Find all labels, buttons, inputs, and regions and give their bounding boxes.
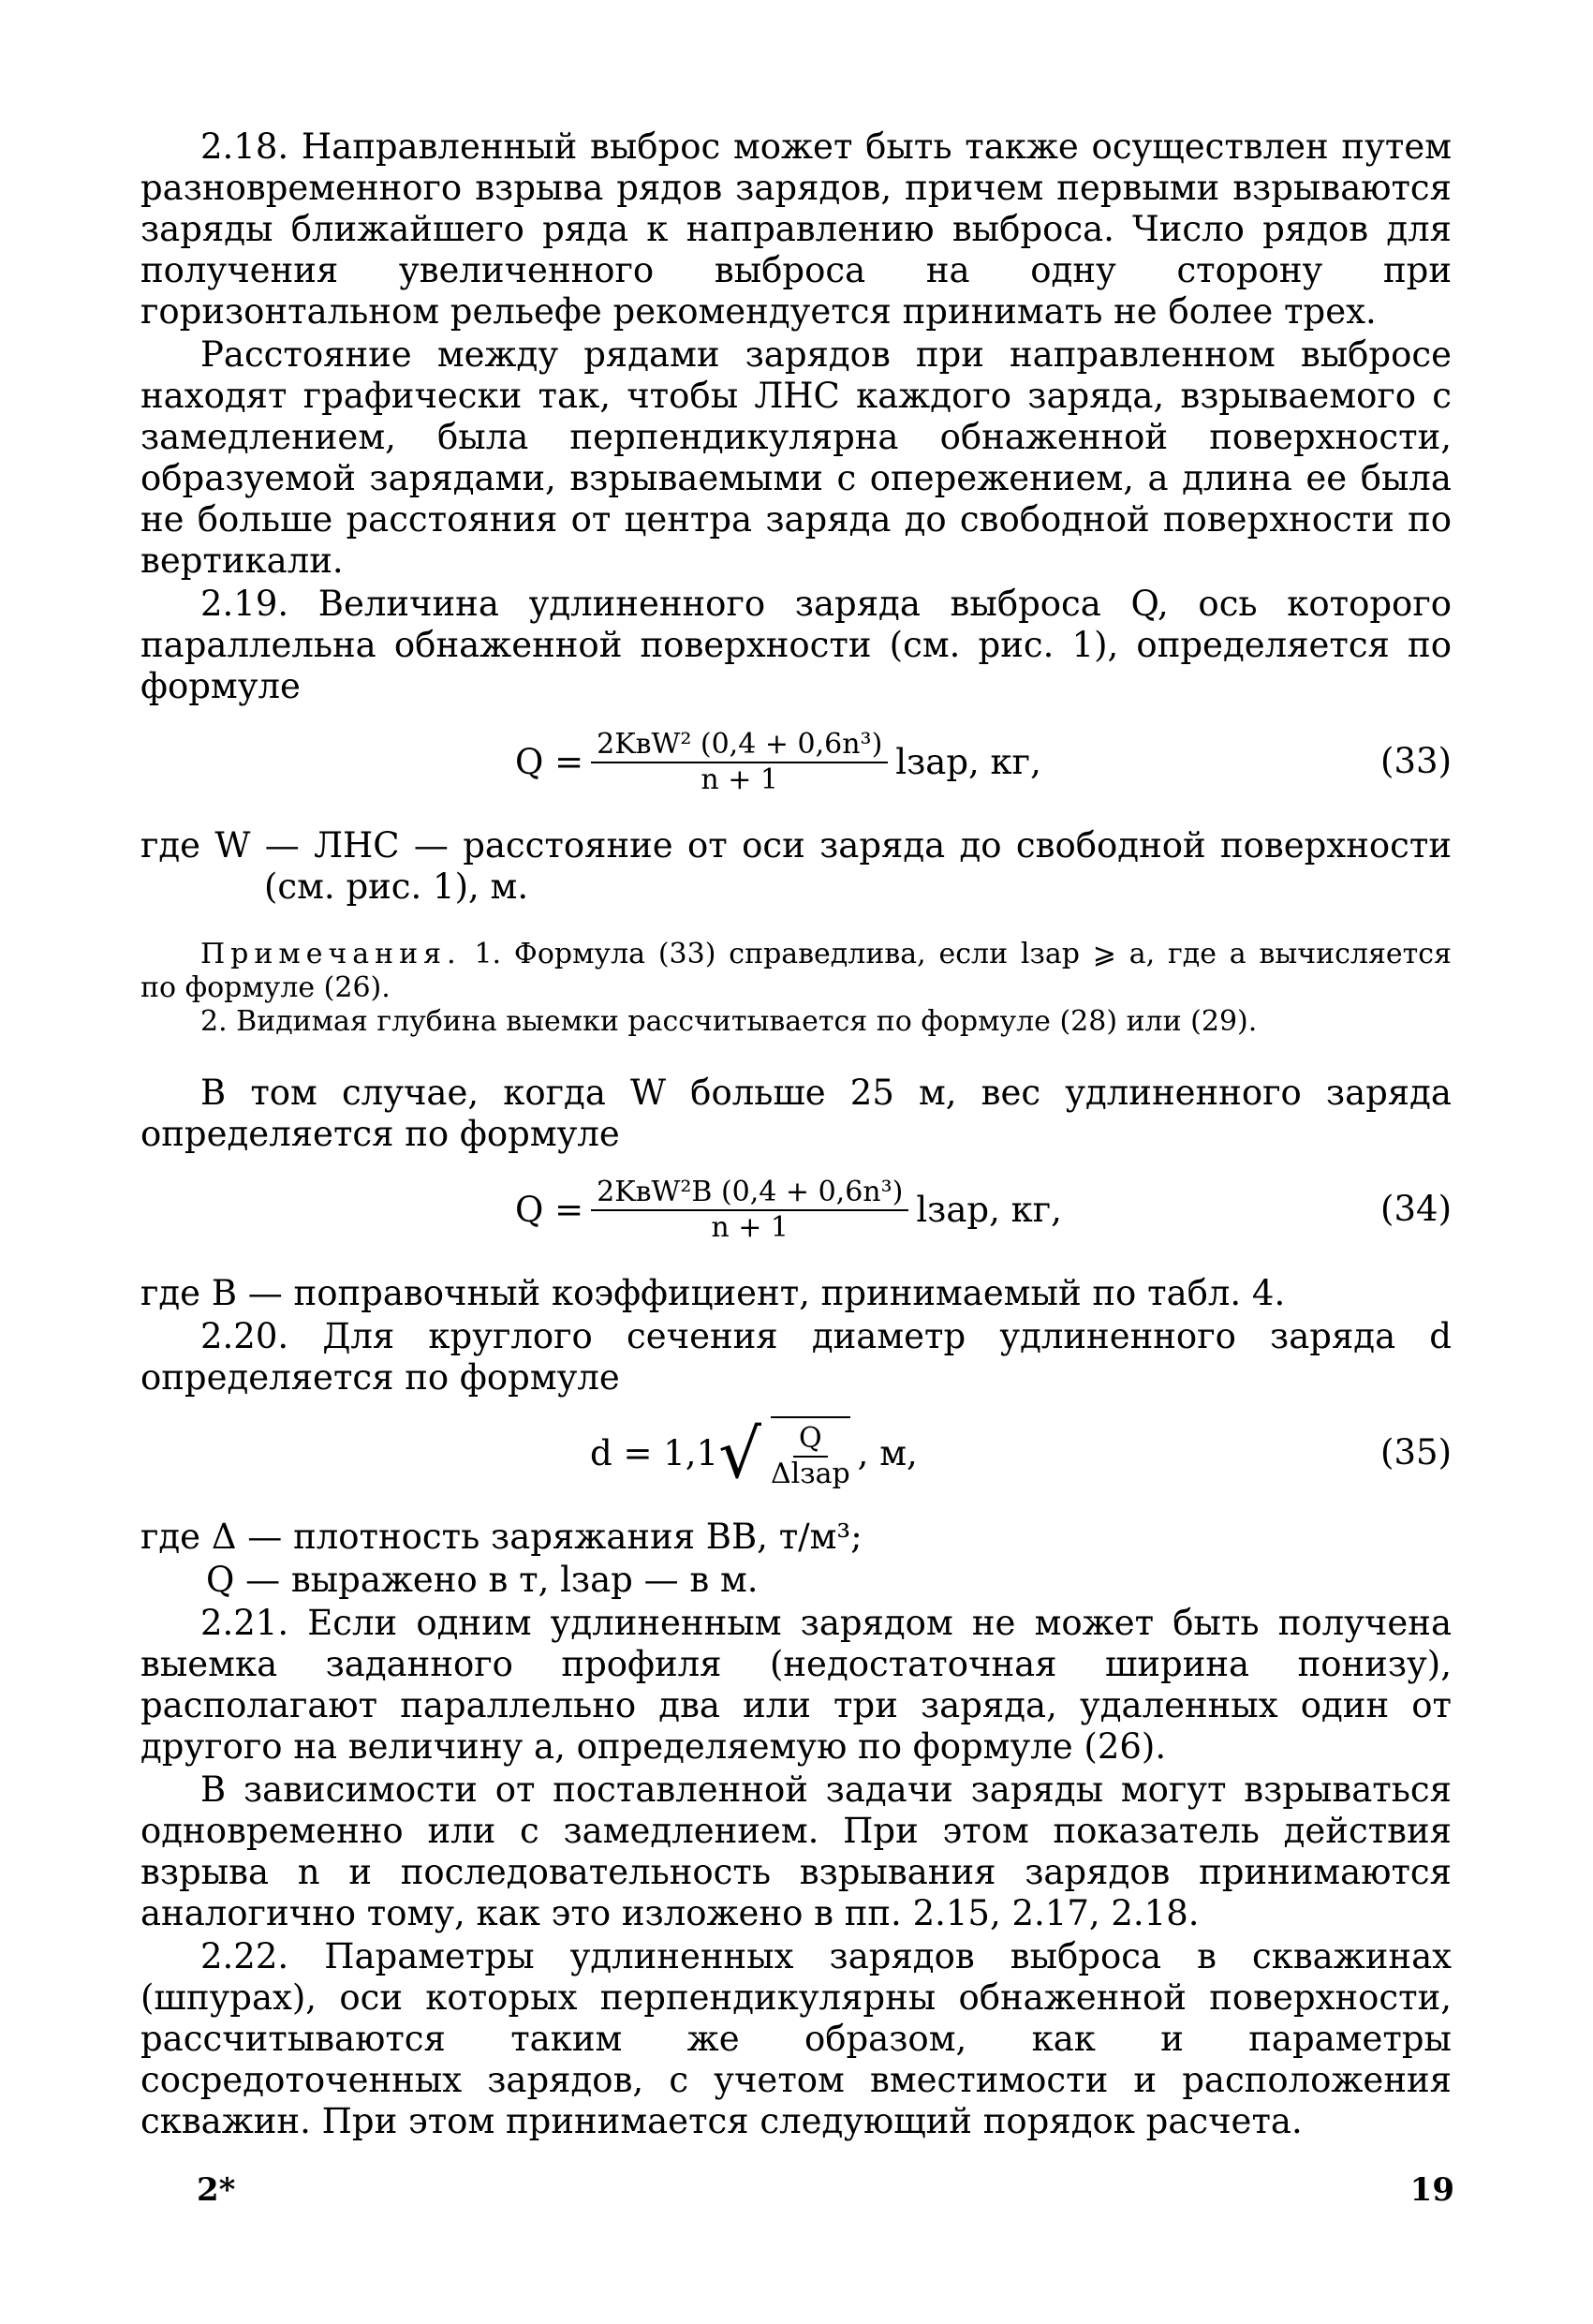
formula-35-denominator: Δlзар (770, 1458, 850, 1490)
formula-33-tail: lзар, кг, (895, 742, 1041, 782)
formula-33 (140, 717, 1452, 808)
paragraph-where-delta: где Δ — плотность заряжания ВВ, т/м³; (140, 1517, 863, 1557)
formula-33-numerator: 2KвW² (0,4 + 0,6n³) (591, 728, 888, 763)
formula-35-tail: , м, (857, 1433, 918, 1473)
paragraph-2-22: 2.22. Параметры удлиненных зарядов выброса в скважинах (шпурах), оси которых перпендикулярны обнаженной поверхности, рассчитываются таким же образом, как и параметры сосредоточенных зарядов, с учетом вместимости и расположения скважин. При этом принимается следующий порядок расчета. (140, 1936, 1452, 2141)
note-1: 1. Формула (33) справедлива, если lзар ⩾ a, где a вычисляется по формуле (26). (140, 938, 1452, 1004)
radical-sign: √ (718, 1414, 761, 1493)
formula-35 (140, 1408, 1452, 1500)
paragraph-depending: В зависимости от поставленной задачи заряды могут взрываться одновременно или с замедлением. При этом показатель действия взрыва n и последовательность взрывания зарядов принимаются аналогично тому, как это изложено в пп. 2.15, 2.17, 2.18. (140, 1769, 1452, 1933)
formula-34-lhs: Q = (515, 1190, 584, 1230)
formula-33-number: (33) (1380, 741, 1452, 781)
paragraph-2-19: 2.19. Величина удлиненного заряда выброса Q, ось которого параллельна обнаженной поверхности (см. рис. 1), определяется по формуле (140, 584, 1452, 706)
signature-mark: 2* (197, 2171, 236, 2209)
notes-heading: Примечания. (200, 938, 462, 970)
formula-34-tail: lзар, кг, (916, 1190, 1062, 1230)
paragraph-2-20: 2.20. Для круглого сечения диаметр удлиненного заряда d определяется по формуле (140, 1316, 1452, 1398)
formula-34-numerator: 2KвW²B (0,4 + 0,6n³) (591, 1176, 908, 1211)
formula-34 (140, 1164, 1452, 1256)
paragraph-2-18: 2.18. Направленный выброс может быть также осуществлен путем разновременного взрыва рядов зарядов, причем первыми взрываются заряды ближайшего ряда к направлению выброса. Число рядов для получения увеличенного выброса на одну сторону при горизонтальном рельефе рекомендуется принимать не более трех. (140, 126, 1452, 332)
formula-35-lhs: d = 1,1 (590, 1433, 719, 1473)
paragraph-w-over-25: В том случае, когда W больше 25 м, вес удлиненного заряда определяется по формуле (140, 1073, 1452, 1154)
note-2: 2. Видимая глубина выемки рассчитывается по формуле (28) или (29). (200, 1005, 1258, 1038)
formula-33-lhs: Q = (515, 742, 584, 782)
formula-33-fraction (591, 728, 888, 797)
formula-33-denominator: n + 1 (701, 763, 778, 796)
page-number: 19 (1409, 2171, 1454, 2209)
paragraph-q-units: Q — выражено в т, lзар — в м. (206, 1560, 759, 1600)
paragraph-where-w: где W — ЛНС — расстояние от оси заряда до свободной поверхности (см. рис. 1), м. (140, 825, 1452, 907)
formula-34-denominator: n + 1 (711, 1211, 789, 1244)
paragraph-where-b: где B — поправочный коэффициент, принимаемый по табл. 4. (140, 1273, 1286, 1313)
paragraph-distance: Расстояние между рядами зарядов при направленном выбросе находят графически так, чтобы ЛНС каждого заряда, взрываемого с замедлением, была перпендикулярна обнаженной поверхности, образуемой зарядами, взрываемыми с опережением, а длина ее была не больше расстояния от центра заряда до свободной поверхности по вертикали. (140, 334, 1452, 581)
formula-35-fraction (771, 1416, 850, 1491)
formula-34-fraction (591, 1176, 908, 1245)
notes-block (140, 938, 1452, 1039)
formula-35-root (718, 1416, 858, 1491)
formula-35-numerator: Q (793, 1422, 828, 1458)
paragraph-2-21: 2.21. Если одним удлиненным зарядом не может быть получена выемка заданного профиля (недостаточная ширина понизу), располагают параллельно два или три заряда, удаленных один от другого на величину a, определяемую по формуле (26). (140, 1603, 1452, 1767)
document-page (140, 126, 1452, 2144)
formula-34-number: (34) (1380, 1189, 1452, 1229)
formula-35-number: (35) (1380, 1432, 1452, 1473)
